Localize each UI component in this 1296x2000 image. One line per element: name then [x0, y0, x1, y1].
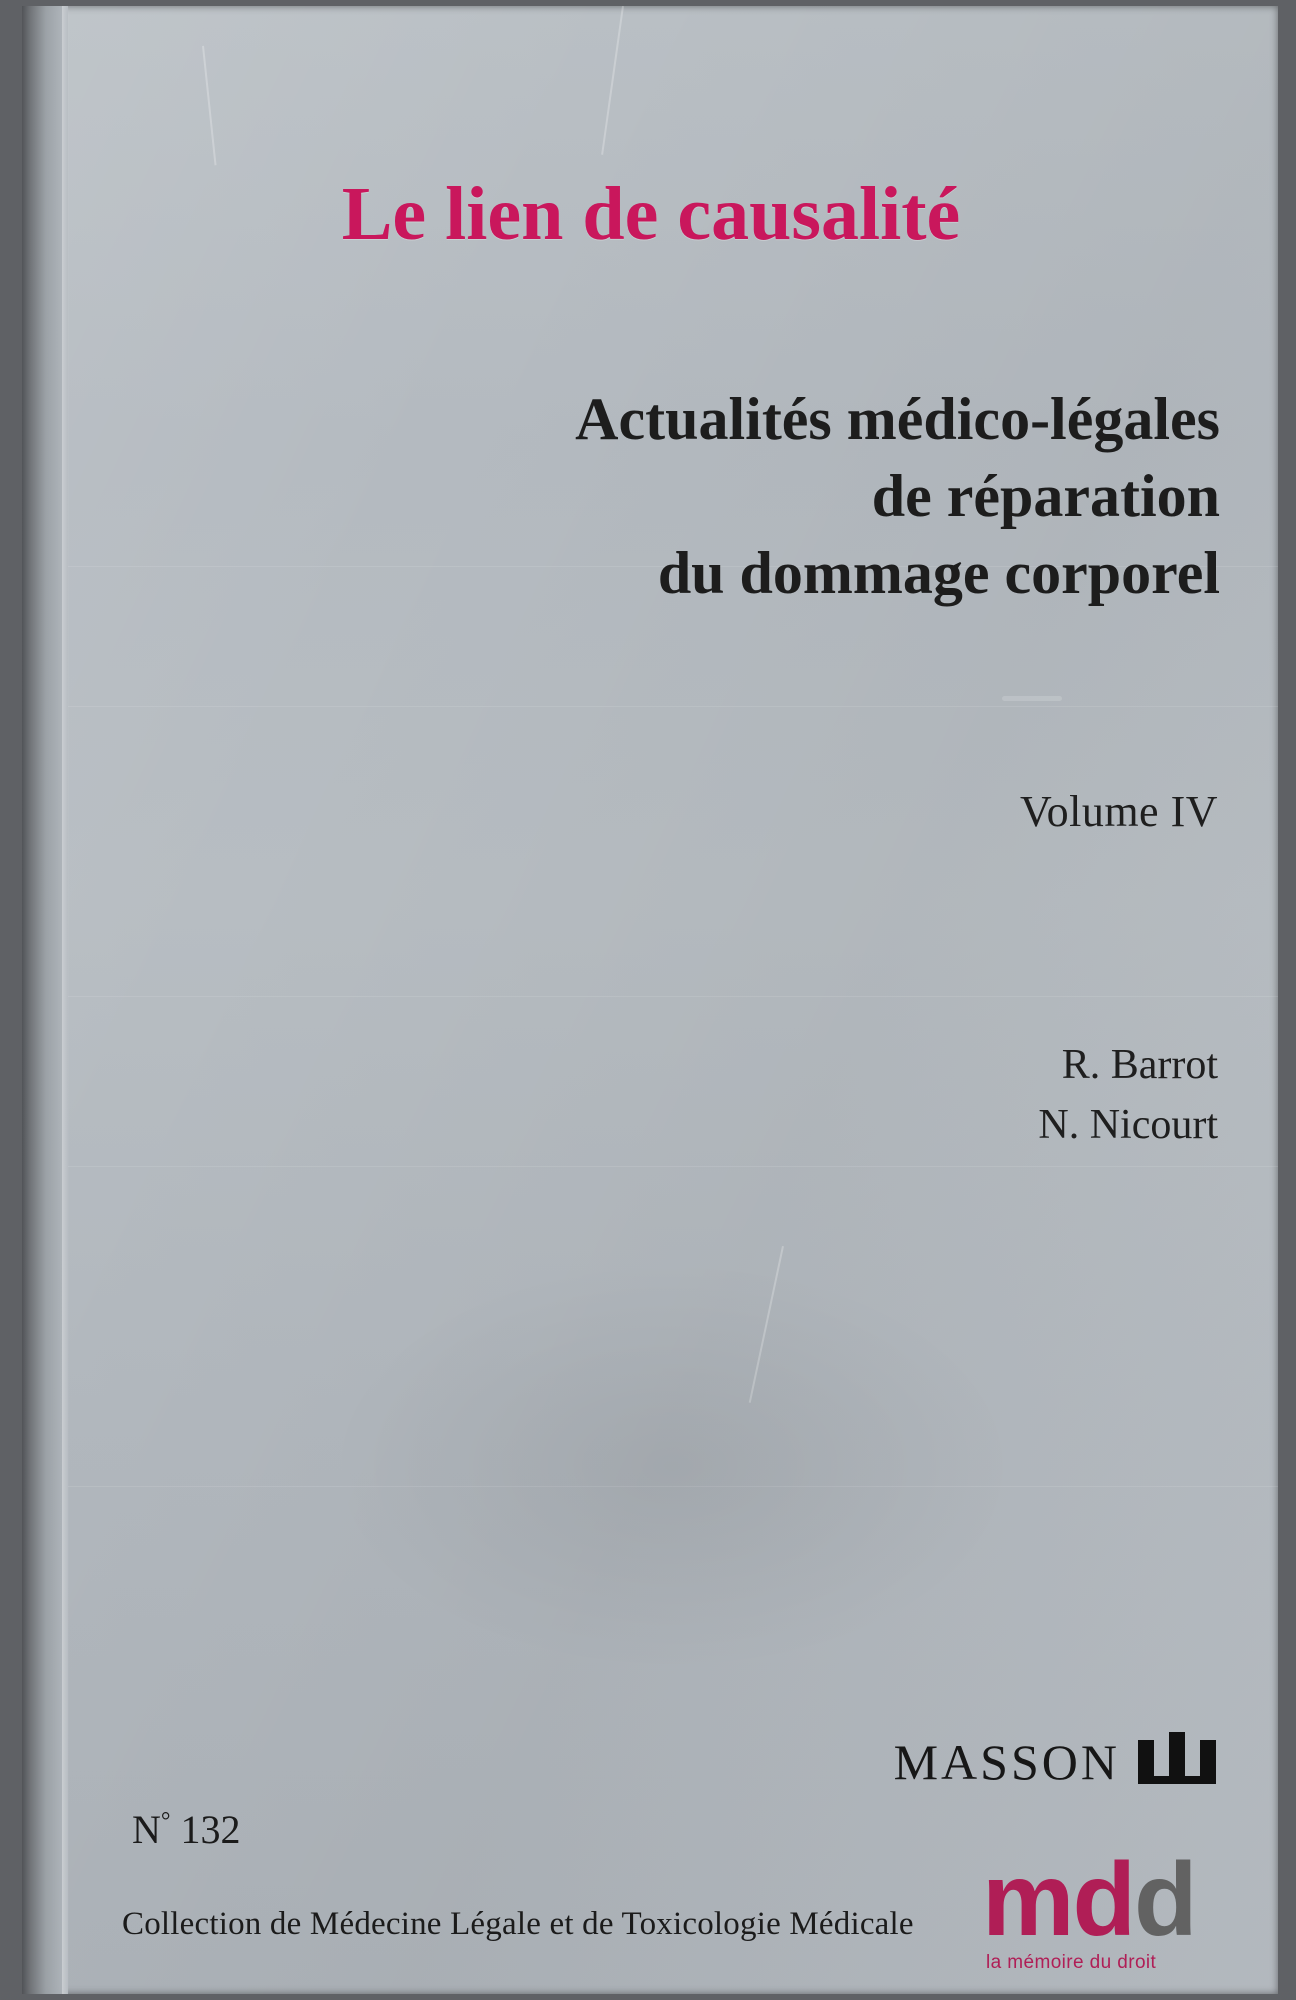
publisher-name: MASSON [893, 1734, 1120, 1790]
scan-shade [322, 1256, 1022, 1676]
page-title: Le lien de causalité [341, 171, 961, 256]
watermark-letter-d1: d [1072, 1842, 1135, 1958]
author-2: N. Nicourt [1038, 1101, 1218, 1148]
scan-band [68, 1486, 1278, 1487]
authors [1038, 1036, 1218, 1155]
masson-mark-icon [1138, 1732, 1216, 1792]
watermark-letters [982, 1842, 1196, 1958]
scan-band [68, 1166, 1278, 1167]
series-number-degree: ° [160, 1808, 171, 1835]
subtitle-line-3: du dommage corporel [657, 539, 1220, 606]
subtitle-line-2: de réparation [871, 462, 1220, 529]
series-number-prefix: N [132, 1807, 161, 1852]
subtitle [172, 381, 1220, 611]
spine-highlight [62, 6, 69, 1994]
watermark-tagline: la mémoire du droit [986, 1952, 1157, 1973]
author-1: R. Barrot [1061, 1042, 1218, 1088]
scan-band [68, 706, 1278, 707]
scan-scratch [749, 1246, 784, 1403]
series-number-value: 132 [170, 1807, 241, 1852]
collection-line: Collection de Médecine Légale et de Toxicologie Médicale [122, 1906, 914, 1942]
scan-band [68, 996, 1278, 997]
scan-scratch [601, 6, 624, 155]
mdd-watermark [982, 1842, 1242, 1976]
volume-label: Volume IV [1019, 787, 1218, 836]
scan-blemish [1002, 696, 1062, 701]
publisher-logo [894, 1732, 1216, 1792]
watermark-letter-d2: d [1134, 1842, 1196, 1958]
watermark-letter-m: m [982, 1842, 1073, 1958]
scan-scratch [202, 46, 217, 166]
series-number [132, 1806, 241, 1853]
subtitle-line-1: Actualités médico-légales [575, 386, 1220, 452]
cover-page [22, 6, 1278, 1994]
